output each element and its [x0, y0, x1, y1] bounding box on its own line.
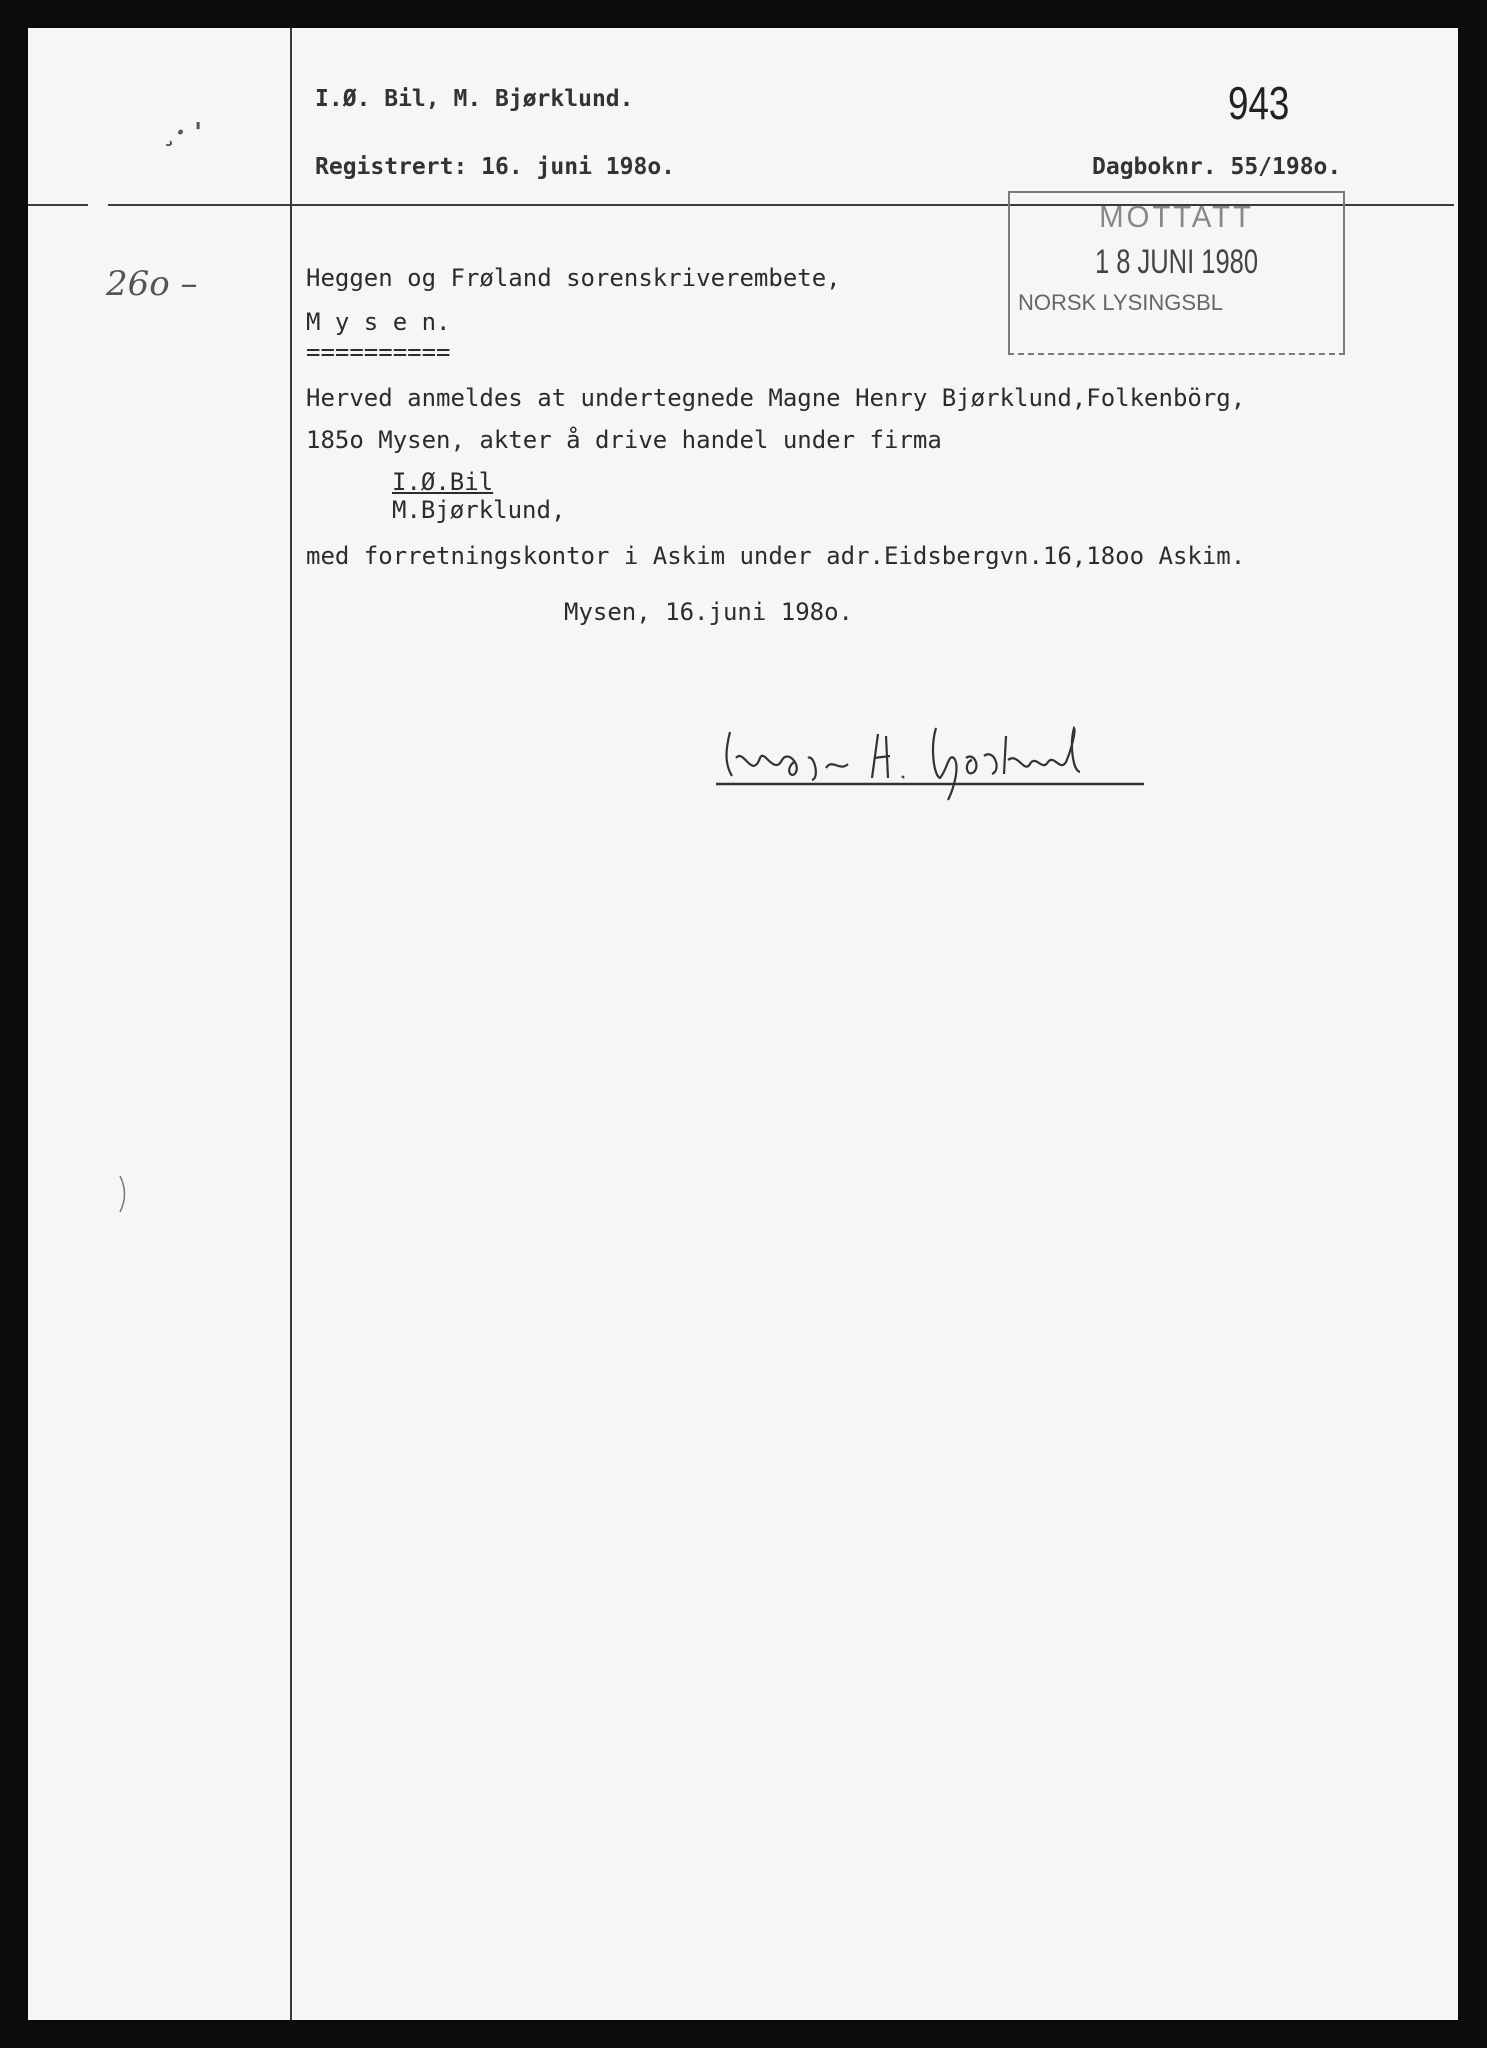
recipient-line-2: M y s e n. — [306, 308, 451, 336]
stamp-received-label: MOTTATT — [1099, 199, 1254, 234]
signature — [708, 718, 1148, 808]
journal-number: Dagboknr. 55/198o. — [1092, 154, 1342, 180]
received-stamp — [1008, 191, 1345, 355]
recipient-rule: ========== — [306, 338, 451, 366]
company-name: I.Ø. Bil, M. Bjørklund. — [315, 86, 634, 112]
margin-mark-handwritten: 26o – — [106, 264, 198, 304]
firm-name-line-2: M.Bjørklund, — [392, 496, 566, 524]
document-page — [28, 28, 1458, 2020]
recipient-line-1: Heggen og Frøland sorenskriverembete, — [306, 264, 841, 292]
paragraph-line-1: Herved anmeldes at undertegnede Magne Henry Bjørklund,Folkenbörg, — [306, 384, 1246, 412]
firm-name-line-1: I.Ø.Bil — [392, 468, 494, 496]
registered-date: Registrert: 16. juni 198o. — [315, 154, 676, 180]
office-address-line: med forretningskontor i Askim under adr.Eidsbergvn.16,18oo Askim. — [306, 542, 1246, 570]
place-and-date: Mysen, 16.juni 198o. — [564, 598, 853, 626]
header-rule-left — [28, 204, 88, 206]
paragraph-line-2: 185o Mysen, akter å drive handel under firma — [306, 426, 942, 454]
margin-rule — [290, 28, 292, 2020]
page-number: 943 — [1228, 77, 1290, 129]
margin-tick — [116, 1174, 130, 1214]
stamp-date: 1 8 JUNI 1980 — [1094, 243, 1259, 281]
margin-mark-top: ¸· ' — [163, 118, 203, 148]
stamp-organization: NORSK LYSINGSBL — [1018, 290, 1223, 315]
